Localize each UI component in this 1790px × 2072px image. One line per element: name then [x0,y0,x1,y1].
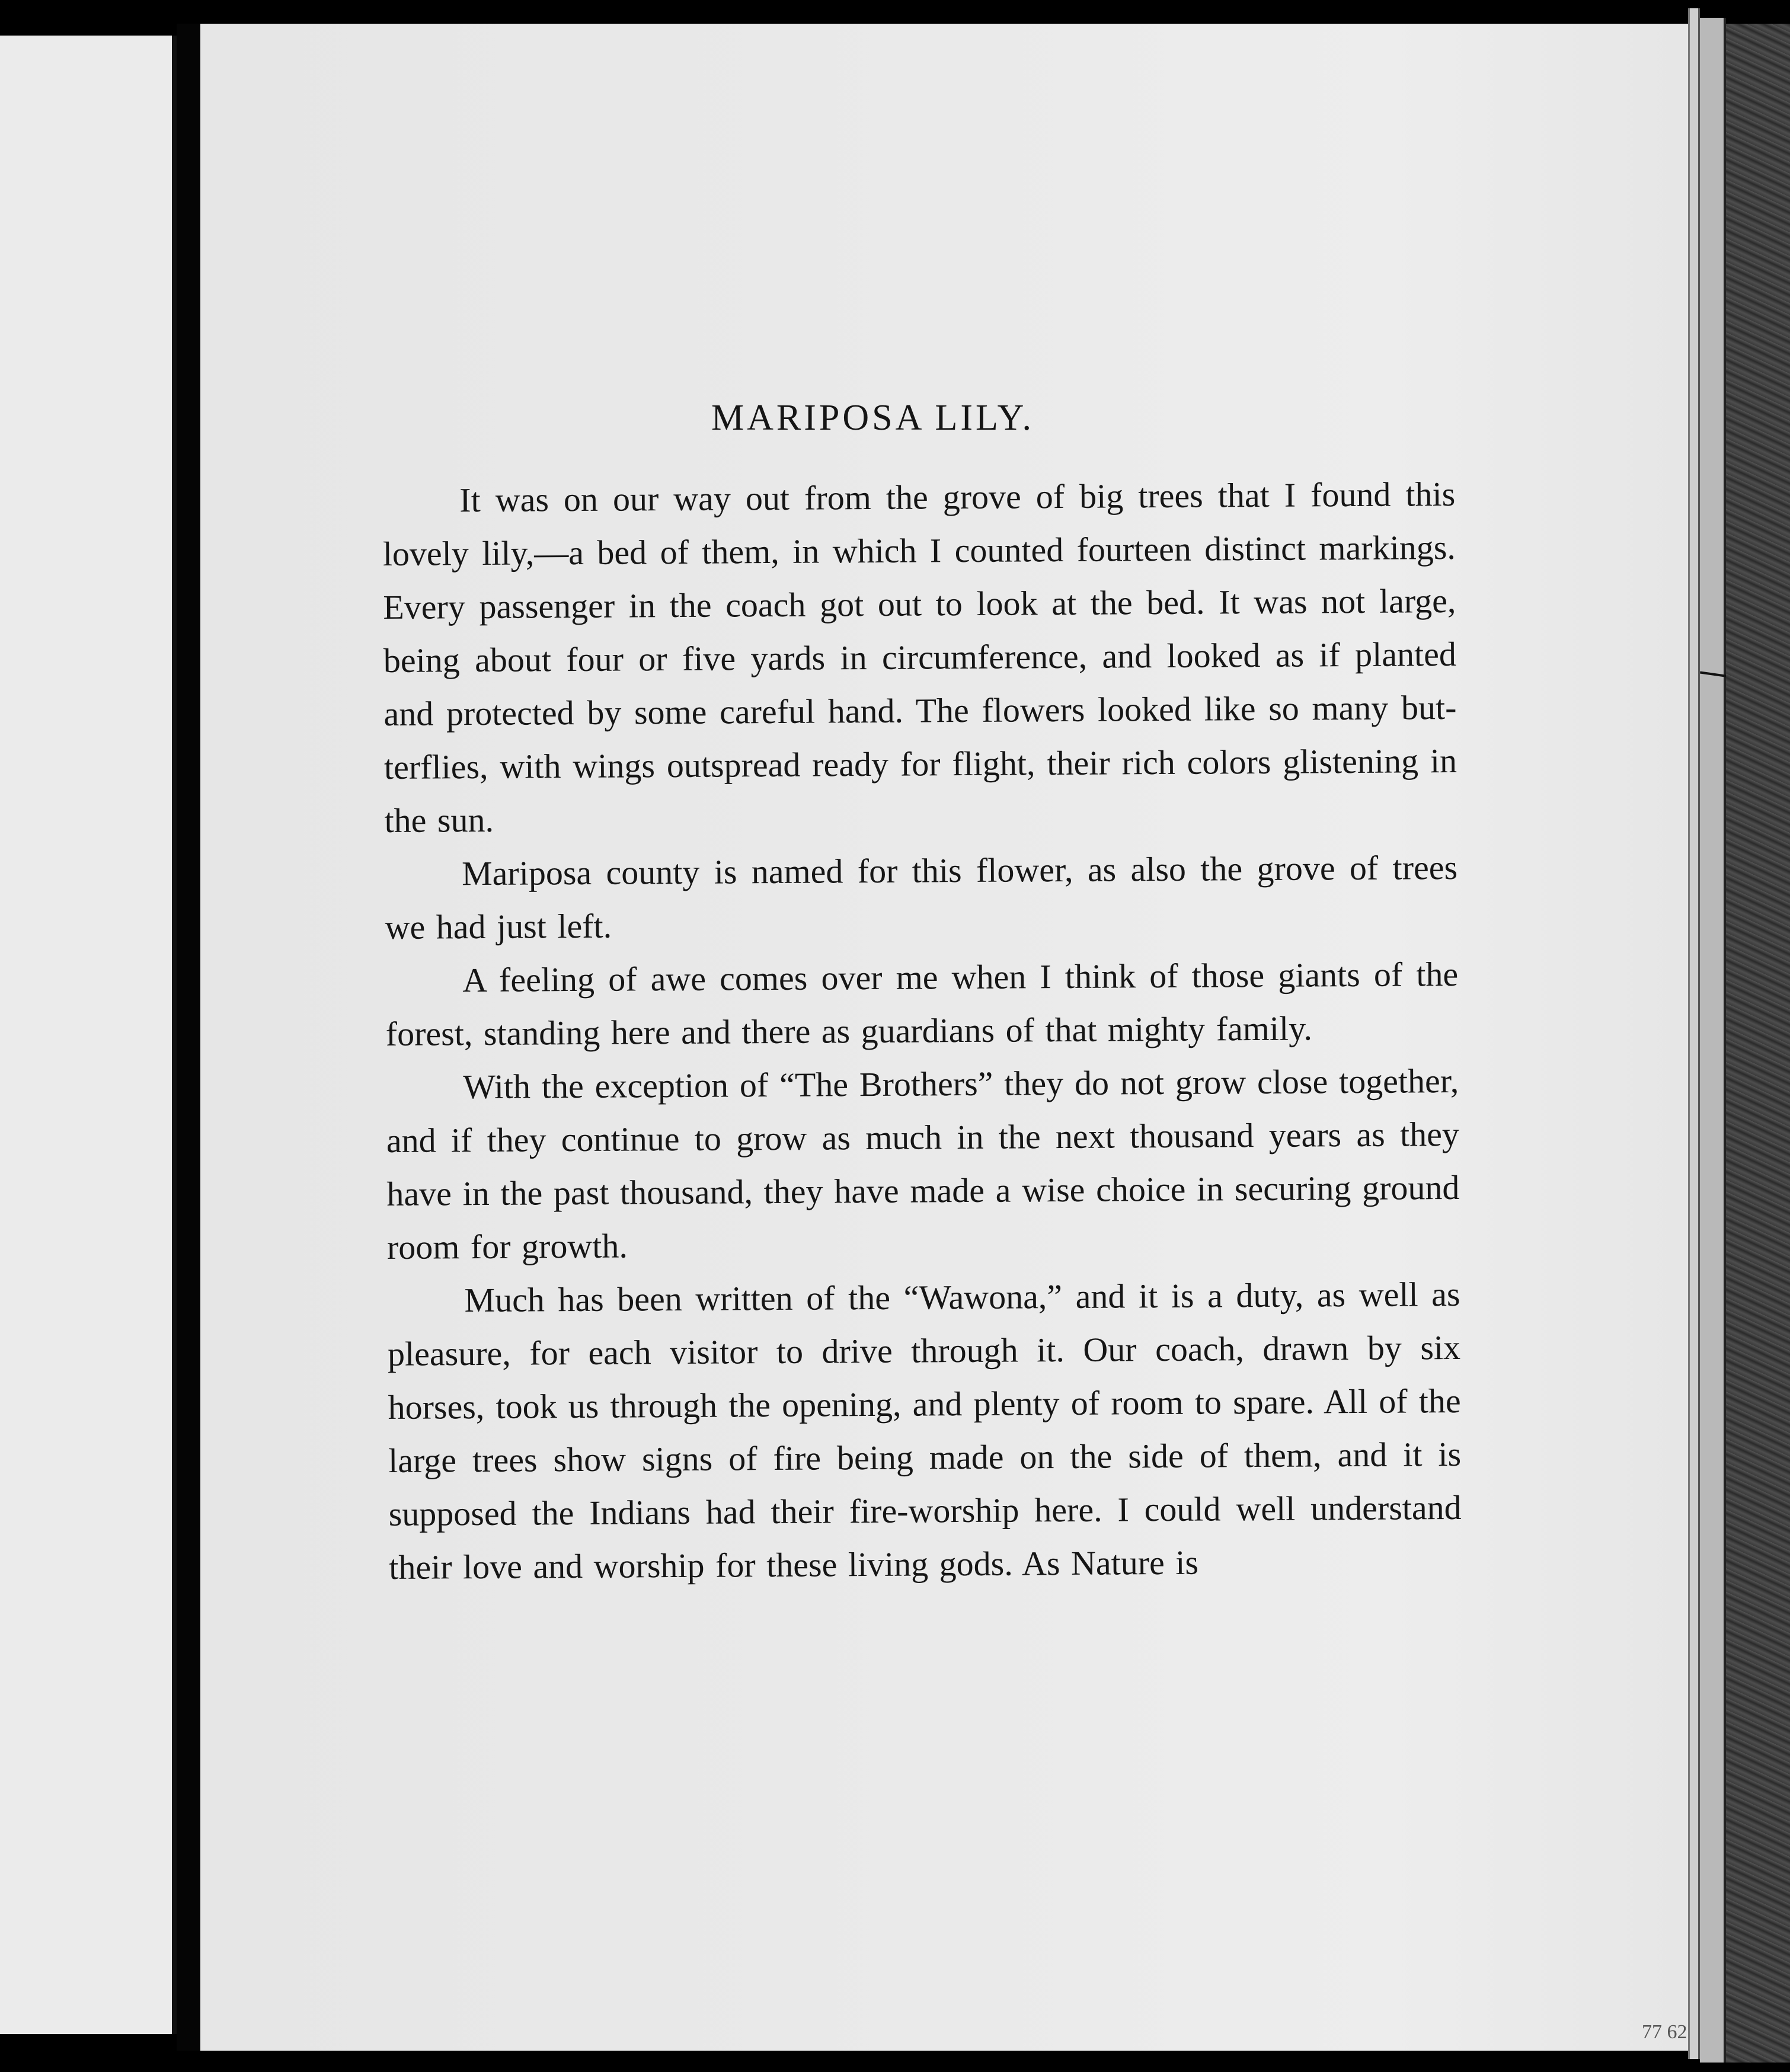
paragraph-3: A feeling of awe comes over me when I think of those giants of the forest, standing here and there as guardians of that mighty family. [385,954,1459,1053]
paragraph-5: Much has been written of the “Wawona,” and it is a duty, as well as pleasure, for each visitor to drive through it. Our coach, drawn by six horses, took us through the opening, and plenty of room to spare. All of the large trees show signs of fire being made on the side of them, and it is supposed the Indians had their fire-worship here. I could well understand their love and worship for these living gods. As Nature is [387,1274,1462,1587]
page-title: MARIPOSA LILY. [711,398,1034,438]
page-body [382,468,1462,1594]
paragraph-2: Mariposa county is named for this flower, as also the grove of trees we had just left. [385,848,1458,947]
left-page [0,36,177,2034]
book-binding [1726,24,1790,2063]
page-stack-edge [1700,18,1726,2063]
page-edge [1688,8,1700,2059]
book-gutter [177,24,200,2051]
paragraph-1: It was on our way out from the grove of big trees that I found this lovely lily,—a bed of them, in which I counted fourteen distinct markings. Every passenger in the coach got out to look at the bed. It was not large, being about four or five yards in circumference, and looked as if planted and protected by some careful hand. The flowers looked like so many butterflies, with wings outspread ready for flight, their rich colors glistening in the sun. [382,474,1457,840]
page-corner-mark: 77 62 [1642,2021,1687,2043]
paragraph-4: With the exception of “The Brothers” they do not grow close together, and if they continue to grow as much in the next thousand years as they have in the past thousand, they have made a wise choice in securing ground room for growth. [386,1061,1460,1267]
